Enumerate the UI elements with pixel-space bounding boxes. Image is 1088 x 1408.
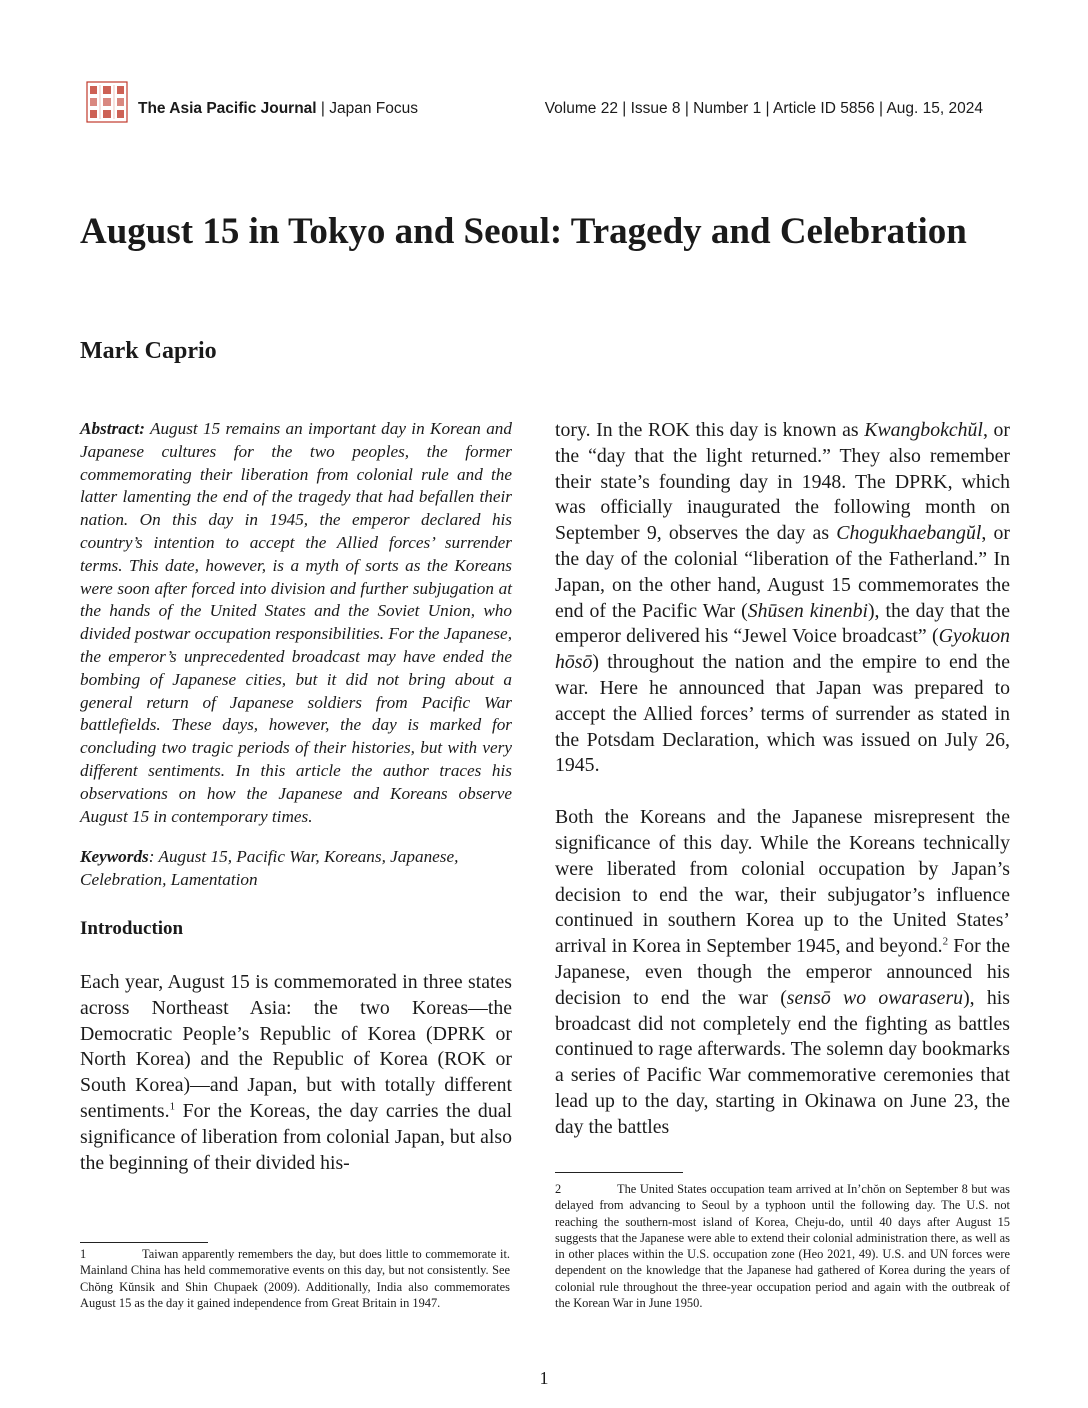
footnote-text: Taiwan apparently remembers the day, but does little to commemorate it. Mainland China has held commemorative events on this day, but not consistently. See Chŏng Kŭnsik and Shin Chupaek (2009). Additionally, India also commemorates August 15 as the day it gained independence from Great Britain in 1947.: [80, 1247, 510, 1310]
issue-info: Volume 22 | Issue 8 | Number 1 | Article ID 5856 | Aug. 15, 2024: [544, 100, 983, 117]
term-italic: Shūsen kinenbi: [747, 599, 868, 622]
keywords-label: Keywords: [80, 847, 149, 867]
body-text: Both the Koreans and the Japanese misrepresent the significance of this day. While the Koreans technically were liberated from colonial occupation by Japan’s decision to end the war, their subjugator’s influence continued in southern Korea up to the United States’ arrival in Korea in September 1945, and beyond.: [555, 806, 1010, 958]
footnote-text: The United States occupation team arrived at In’chŏn on September 8 but was delayed from advancing to Seoul by a typhoon until the following day. The U.S. not reaching the southern-most island of Korea, Cheju-do, until 40 days after August 15 suggests that the Japanese were able to extend their colonial administration there, as well as in other places within the U.S. occupation zone (Heo 2021, 49). U.S. and UN forces were dependent on the knowledge that the Japanese had gathered of Korea during the years of colonial rule throughout the three-year occupation period and again with the outbreak of the Korean War in June 1950.: [555, 1182, 1010, 1311]
abstract: [80, 418, 512, 828]
body-paragraph-2: [555, 805, 1010, 1140]
footnote-ref-2[interactable]: 2: [942, 935, 949, 948]
body-text: ) throughout the nation and the empire to end the war. Here he announced that Japan was prepared to accept the Allied forces’ terms of surrender as stated in the Potsdam Declaration, which was issued on July 26, 1945.: [555, 651, 1010, 777]
section-heading-introduction: Introduction: [80, 917, 184, 939]
term-italic: Gyokuon hōsō: [555, 625, 1010, 674]
term-italic: sensō wo owaraseru: [786, 986, 964, 1009]
footnote-number: 1: [80, 1247, 87, 1261]
body-text: ), the day that the emperor delivered his “Jewel Voice broadcast” (: [555, 599, 1010, 648]
body-text: tory. In the ROK this day is known as: [555, 419, 865, 441]
footnote-divider: [555, 1172, 683, 1173]
body-text: For the Japanese, even though the emperor announced his decision to end the war (: [555, 935, 1010, 1009]
body-text: , or the “day that the light returned.” They also remember their state’s founding day in 1948. The DPRK, which was officially inaugurated the following month on September 9, observes the day as: [555, 419, 1010, 545]
page-number: 1: [539, 1368, 549, 1388]
journal-seal-logo: [86, 81, 128, 123]
journal-subtitle: | Japan Focus: [316, 100, 418, 117]
footnote-ref-1[interactable]: 1: [169, 1100, 176, 1113]
footnote-1: [80, 1246, 510, 1311]
term-italic: Kwangbokchŭl: [864, 419, 983, 441]
intro-text-2: For the Koreas, the day carries the dual significance of liberation from colonial Japan, but also the beginning of their divided his-: [80, 1099, 512, 1174]
body-paragraph-1: [555, 418, 1010, 779]
journal-name: The Asia Pacific Journal: [138, 100, 317, 117]
keywords: [80, 846, 512, 892]
body-text: , or the day of the colonial “liberation of the Fatherland.” In Japan, on the other hand, August 15 commemorates the end of the Pacific War (: [555, 522, 1010, 622]
abstract-text: August 15 remains an important day in Korean and Japanese cultures for the two peoples, the former commemorating their liberation from colonial rule and the latter lamenting the end of the tragedy that had befallen their nation. On this day in 1945, the emperor declared his country’s intention to accept the Allied forces’ surrender terms. This date, however, is a myth of sorts as the Koreans were soon after forced into division and further subjugation at the hands of the United States and the Soviet Union, who divided postwar occupation responsibilities. For the Japanese, the emperor’s unprecedented broadcast may have ended the bombing of Japanese cities, but it did not bring about a general return of Japanese soldiers from Pacific War battlefields. These days, however, the day is marked for concluding two tragic periods of their histories, but with very different sentiments. In this article the author traces his observations on how the Japanese and Koreans observe August 15 in contemporary times.: [80, 419, 512, 826]
journal-title: [138, 100, 418, 118]
right-column: [555, 418, 1010, 1141]
term-italic: Chogukhaebangŭl: [836, 522, 982, 545]
left-column: [80, 418, 512, 1176]
keywords-text: : August 15, Pacific War, Koreans, Japanese, Celebration, Lamentation: [80, 847, 459, 890]
introduction-paragraph: [80, 970, 512, 1176]
footnote-number: 2: [555, 1182, 562, 1196]
footnote-divider: [80, 1242, 208, 1243]
footnote-2: [555, 1181, 1010, 1311]
intro-text-1: Each year, August 15 is commemorated in three states across Northeast Asia: the two Koreas—the Democratic People’s Republic of Korea (DPRK or North Korea) and the Republic of Korea (ROK or South Korea)—and Japan, but with totally different sentiments.: [80, 970, 512, 1122]
abstract-label: Abstract:: [80, 419, 145, 438]
body-text: ), his broadcast did not completely end the fighting as battles continued to rage afterwards. The solemn day bookmarks a series of Pacific War commemorative ceremonies that lead up to the day, starting in Okinawa on June 23, the day the battles: [555, 986, 1010, 1138]
article-author: Mark Caprio: [80, 338, 217, 364]
article-title: August 15 in Tokyo and Seoul: Tragedy and Celebration: [80, 211, 967, 252]
